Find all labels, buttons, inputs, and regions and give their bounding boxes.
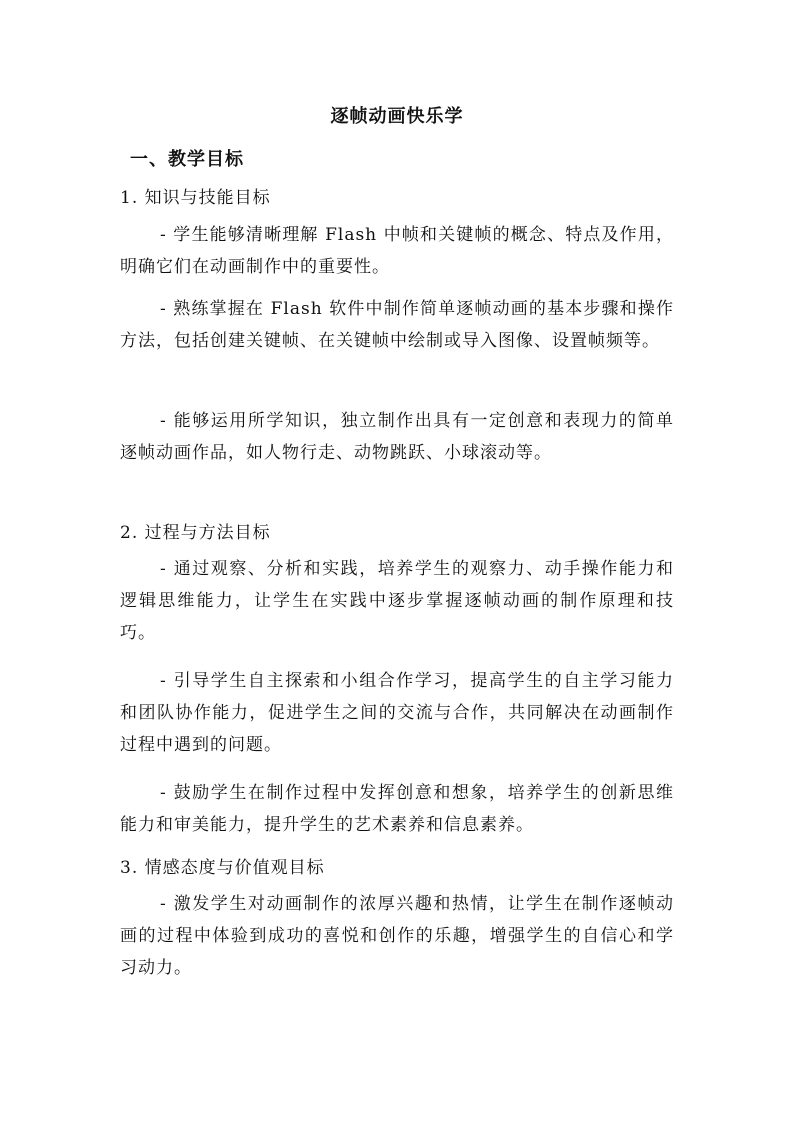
goal-item-paragraph: - 能够运用所学知识，独立制作出具有一定创意和表现力的简单逐帧动画作品，如人物行走、动物跳跃、小球滚动等。	[120, 411, 674, 463]
section-heading-teaching-goals: 一、教学目标	[130, 149, 244, 170]
goal-item-paragraph: - 熟练掌握在 Flash 软件中制作简单逐帧动画的基本步骤和操作方法，包括创建关键帧、在关键帧中绘制或导入图像、设置帧频等。	[120, 299, 674, 351]
goal-heading-knowledge-skills: 1. 知识与技能目标	[120, 188, 271, 208]
goal-item-paragraph: - 通过观察、分析和实践，培养学生的观察力、动手操作能力和逻辑思维能力，让学生在实践中逐步掌握逐帧动画的制作原理和技巧。	[120, 559, 674, 643]
goal-item-paragraph: - 学生能够清晰理解 Flash 中帧和关键帧的概念、特点及作用，明确它们在动画制作中的重要性。	[120, 225, 674, 277]
goal-heading-process-methods: 2. 过程与方法目标	[120, 523, 271, 543]
document-title: 逐帧动画快乐学	[330, 106, 464, 127]
goal-heading-emotion-values: 3. 情感态度与价值观目标	[120, 858, 325, 878]
goal-item-paragraph: - 激发学生对动画制作的浓厚兴趣和热情，让学生在制作逐帧动画的过程中体验到成功的喜悦和创作的乐趣，增强学生的自信心和学习动力。	[120, 894, 674, 978]
goal-item-paragraph: - 鼓励学生在制作过程中发挥创意和想象，培养学生的创新思维能力和审美能力，提升学生的艺术素养和信息素养。	[120, 783, 674, 835]
goal-item-paragraph: - 引导学生自主探索和小组合作学习，提高学生的自主学习能力和团队协作能力，促进学生之间的交流与合作，共同解决在动画制作过程中遇到的问题。	[120, 671, 674, 755]
